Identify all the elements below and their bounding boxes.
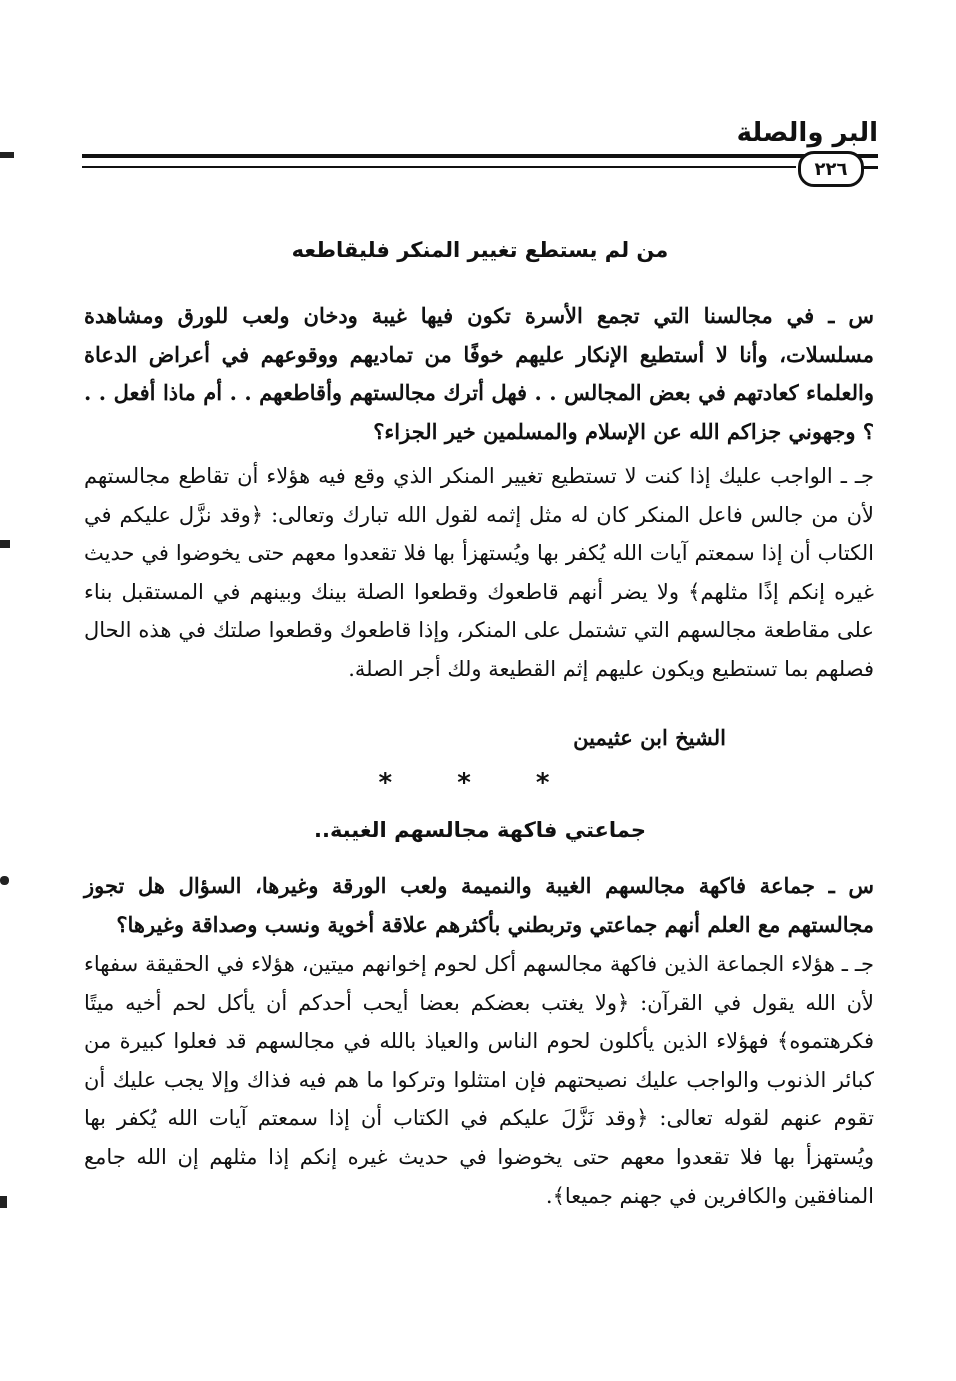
page-number-badge	[798, 151, 864, 187]
header-rule-thick	[82, 154, 878, 158]
margin-mark	[0, 876, 9, 885]
section-1-attribution: الشيخ ابن عثيمين	[573, 725, 726, 750]
margin-mark	[0, 152, 14, 158]
section-1-title: من لم يستطع تغيير المنكر فليقاطعه	[291, 238, 669, 262]
margin-mark	[0, 1196, 7, 1208]
section-1-question: س ـ في مجالسنا التي تجمع الأسرة تكون فيها غيبة ودخان ولعب للورق ومشاهدة مسلسلات، وأنا لا أستطيع الإنكار عليهم خوفًا من تماديهم ووقوعهم في أعراض الدعاة والعلماء كعادتهم في بعض المجالس . . فهل أترك مجالستهم وأقاطعهم . . أم ماذا أفعل . . ؟ وجهوني جزاكم الله عن الإسلام والمسلمين خير الجزاء؟	[84, 303, 874, 444]
running-header-title: البر والصلة	[736, 118, 878, 148]
section-2-title: جماعتي فاكهة مجالسهم الغيبة..	[313, 818, 647, 842]
section-separator: * * *	[378, 768, 578, 798]
section-1-answer: جـ ـ الواجب عليك إذا كنت لا تستطيع تغيير المنكر الذي وقع فيه هؤلاء أن تقاطع مجالستهم لأن من جالس فاعل المنكر كان له مثل إثمه لقول الله تبارك وتعالى: ﴿وقد نزَّل عليكم في الكتاب أن إذا سمعتم آيات الله يُكفر بها ويُستهزأ بها فلا تقعدوا معهم حتى يخوضوا في حديث غيره إنكم إذًا مثلهم﴾ ولا يضر أنهم قاطعوك وقطعوا الصلة بينك وبينهم في المستقبل بناء على مقاطعة مجالسهم التي تشتمل على المنكر، وإذا قاطعوك وقطعوا صلتك في هذه الحال فصلهم بما تستطيع ويكون عليهم إثم القطيعة ولك أجر الصلة.	[84, 464, 874, 681]
margin-mark	[0, 540, 10, 548]
section-2-answer: جـ ـ هؤلاء الجماعة الذين فاكهة مجالسهم أكل لحوم إخوانهم ميتين، هؤلاء في الحقيقة سفهاء لأن الله يقول في القرآن: ﴿ولا يغتب بعضكم بعضا أيحب أحدكم أن يأكل لحم أخيه ميتًا فكرهتموه﴾ فهؤلاء الذين يأكلون لحوم الناس والعياذ بالله في مجالسهم قد فعلوا كبيرة من كبائر الذنوب والواجب عليك نصيحتهم فإن امتثلوا وتركوا ما هم فيه فذاك وإلا يجب عليك أن تقوم عنهم لقوله تعالى: ﴿وقد نَزَّلَ عليكم في الكتاب أن إذا سمعتم آيات الله يُكفر بها ويُستهزأ بها فلا تقعدوا معهم حتى يخوضوا في حديث غيره إنكم إذا مثلهم إن الله جامع المنافقين والكافرين في جهنم جميعا﴾.	[84, 952, 874, 1208]
section-2-question: س ـ جماعة فاكهة مجالسهم الغيبة والنميمة ولعب الورقة وغيرها، السؤال هل تجوز مجالستهم مع العلم أنهم جماعتي وتربطني بأكثرهم علاقة أخوية ونسب وصداقة وغيرها؟	[84, 873, 874, 937]
header-rule-thin	[82, 166, 796, 168]
page-number: ٢٢٦	[814, 158, 848, 180]
